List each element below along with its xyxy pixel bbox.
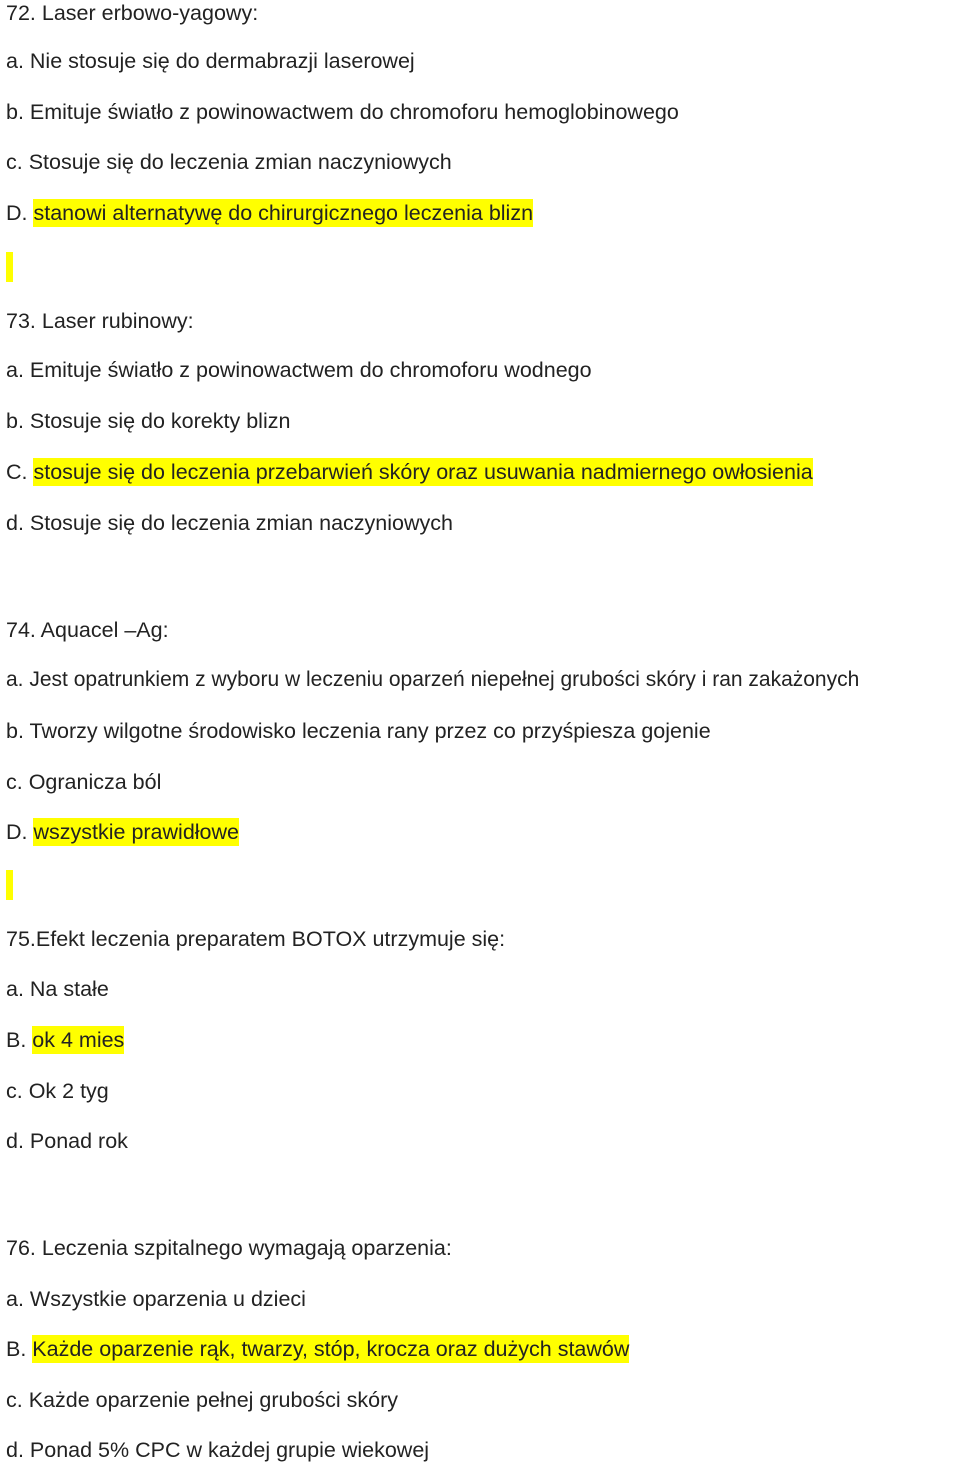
option-text: Ok 2 tyg xyxy=(28,1079,109,1103)
option-prefix: a. xyxy=(6,49,30,73)
option-prefix: c. xyxy=(6,1388,29,1412)
answer-option xyxy=(6,1078,109,1104)
correct-answer-option xyxy=(6,819,239,845)
option-prefix: d. xyxy=(6,1129,30,1153)
question-title: 74. Aquacel –Ag: xyxy=(6,618,169,642)
option-text: Nie stosuje się do dermabrazji laserowej xyxy=(29,49,415,73)
answer-option xyxy=(6,149,452,175)
correct-answer-option xyxy=(6,1336,629,1362)
question-title: 75.Efekt leczenia preparatem BOTOX utrzymuje się: xyxy=(6,927,506,951)
option-text: Stosuje się do leczenia zmian naczyniowych xyxy=(28,150,452,174)
highlighted-answer-text: stanowi alternatywę do chirurgicznego leczenia blizn xyxy=(33,201,534,225)
highlight-marker xyxy=(6,252,13,282)
option-prefix: a. xyxy=(6,668,30,691)
question-title: 72. Laser erbowo-yagowy: xyxy=(6,1,259,25)
option-text: Ogranicza ból xyxy=(28,770,162,794)
correct-answer-option xyxy=(6,459,813,485)
highlighted-answer-text: Każde oparzenie rąk, twarzy, stóp, krocza oraz dużych stawów xyxy=(32,1337,630,1361)
option-prefix: b. xyxy=(6,719,30,743)
option-text: Na stałe xyxy=(29,977,109,1001)
option-text: Wszystkie oparzenia u dzieci xyxy=(29,1287,306,1311)
highlight-marker xyxy=(6,870,13,900)
option-text: Ponad rok xyxy=(29,1129,128,1153)
answer-option xyxy=(6,1286,306,1312)
answer-option xyxy=(6,48,415,74)
option-text: Stosuje się do leczenia zmian naczyniowych xyxy=(29,511,453,535)
answer-option xyxy=(6,667,859,693)
option-text: Tworzy wilgotne środowisko leczenia rany przez co przyśpiesza gojenie xyxy=(29,719,711,743)
option-prefix: a. xyxy=(6,1287,30,1311)
option-prefix: a. xyxy=(6,358,30,382)
option-prefix: C. xyxy=(6,460,34,484)
highlighted-answer-text: stosuje się do leczenia przebarwień skóry oraz usuwania nadmiernego owłosienia xyxy=(33,460,813,484)
answer-option xyxy=(6,1128,128,1154)
correct-answer-option xyxy=(6,1027,124,1053)
answer-option xyxy=(6,769,161,795)
option-text: Ponad 5% CPC w każdej grupie wiekowej xyxy=(29,1438,430,1462)
answer-option xyxy=(6,408,290,434)
option-prefix: D. xyxy=(6,820,34,844)
highlighted-answer-text: ok 4 mies xyxy=(32,1028,125,1052)
option-prefix: c. xyxy=(6,1079,29,1103)
answer-option xyxy=(6,1387,398,1413)
answer-option xyxy=(6,976,109,1002)
option-text: Emituje światło z powinowactwem do chromoforu hemoglobinowego xyxy=(29,100,679,124)
option-text: Jest opatrunkiem z wyboru w leczeniu oparzeń niepełnej grubości skóry i ran zakażonych xyxy=(29,668,860,691)
answer-option xyxy=(6,357,592,383)
answer-option xyxy=(6,718,711,744)
option-prefix: c. xyxy=(6,770,29,794)
option-prefix: b. xyxy=(6,100,30,124)
question-title: 76. Leczenia szpitalnego wymagają oparzenia: xyxy=(6,1236,452,1260)
answer-option xyxy=(6,510,453,536)
option-prefix: c. xyxy=(6,150,29,174)
answer-option xyxy=(6,99,679,125)
option-prefix: d. xyxy=(6,1438,30,1462)
option-text: Każde oparzenie pełnej grubości skóry xyxy=(28,1388,399,1412)
highlighted-answer-text: wszystkie prawidłowe xyxy=(33,820,239,844)
option-prefix: B. xyxy=(6,1337,33,1361)
option-prefix: b. xyxy=(6,409,30,433)
option-text: Emituje światło z powinowactwem do chromoforu wodnego xyxy=(29,358,592,382)
correct-answer-option xyxy=(6,200,533,226)
answer-option xyxy=(6,1437,429,1463)
option-text: Stosuje się do korekty blizn xyxy=(29,409,291,433)
option-prefix: D. xyxy=(6,201,34,225)
question-title: 73. Laser rubinowy: xyxy=(6,309,194,333)
option-prefix: B. xyxy=(6,1028,33,1052)
option-prefix: d. xyxy=(6,511,30,535)
option-prefix: a. xyxy=(6,977,30,1001)
